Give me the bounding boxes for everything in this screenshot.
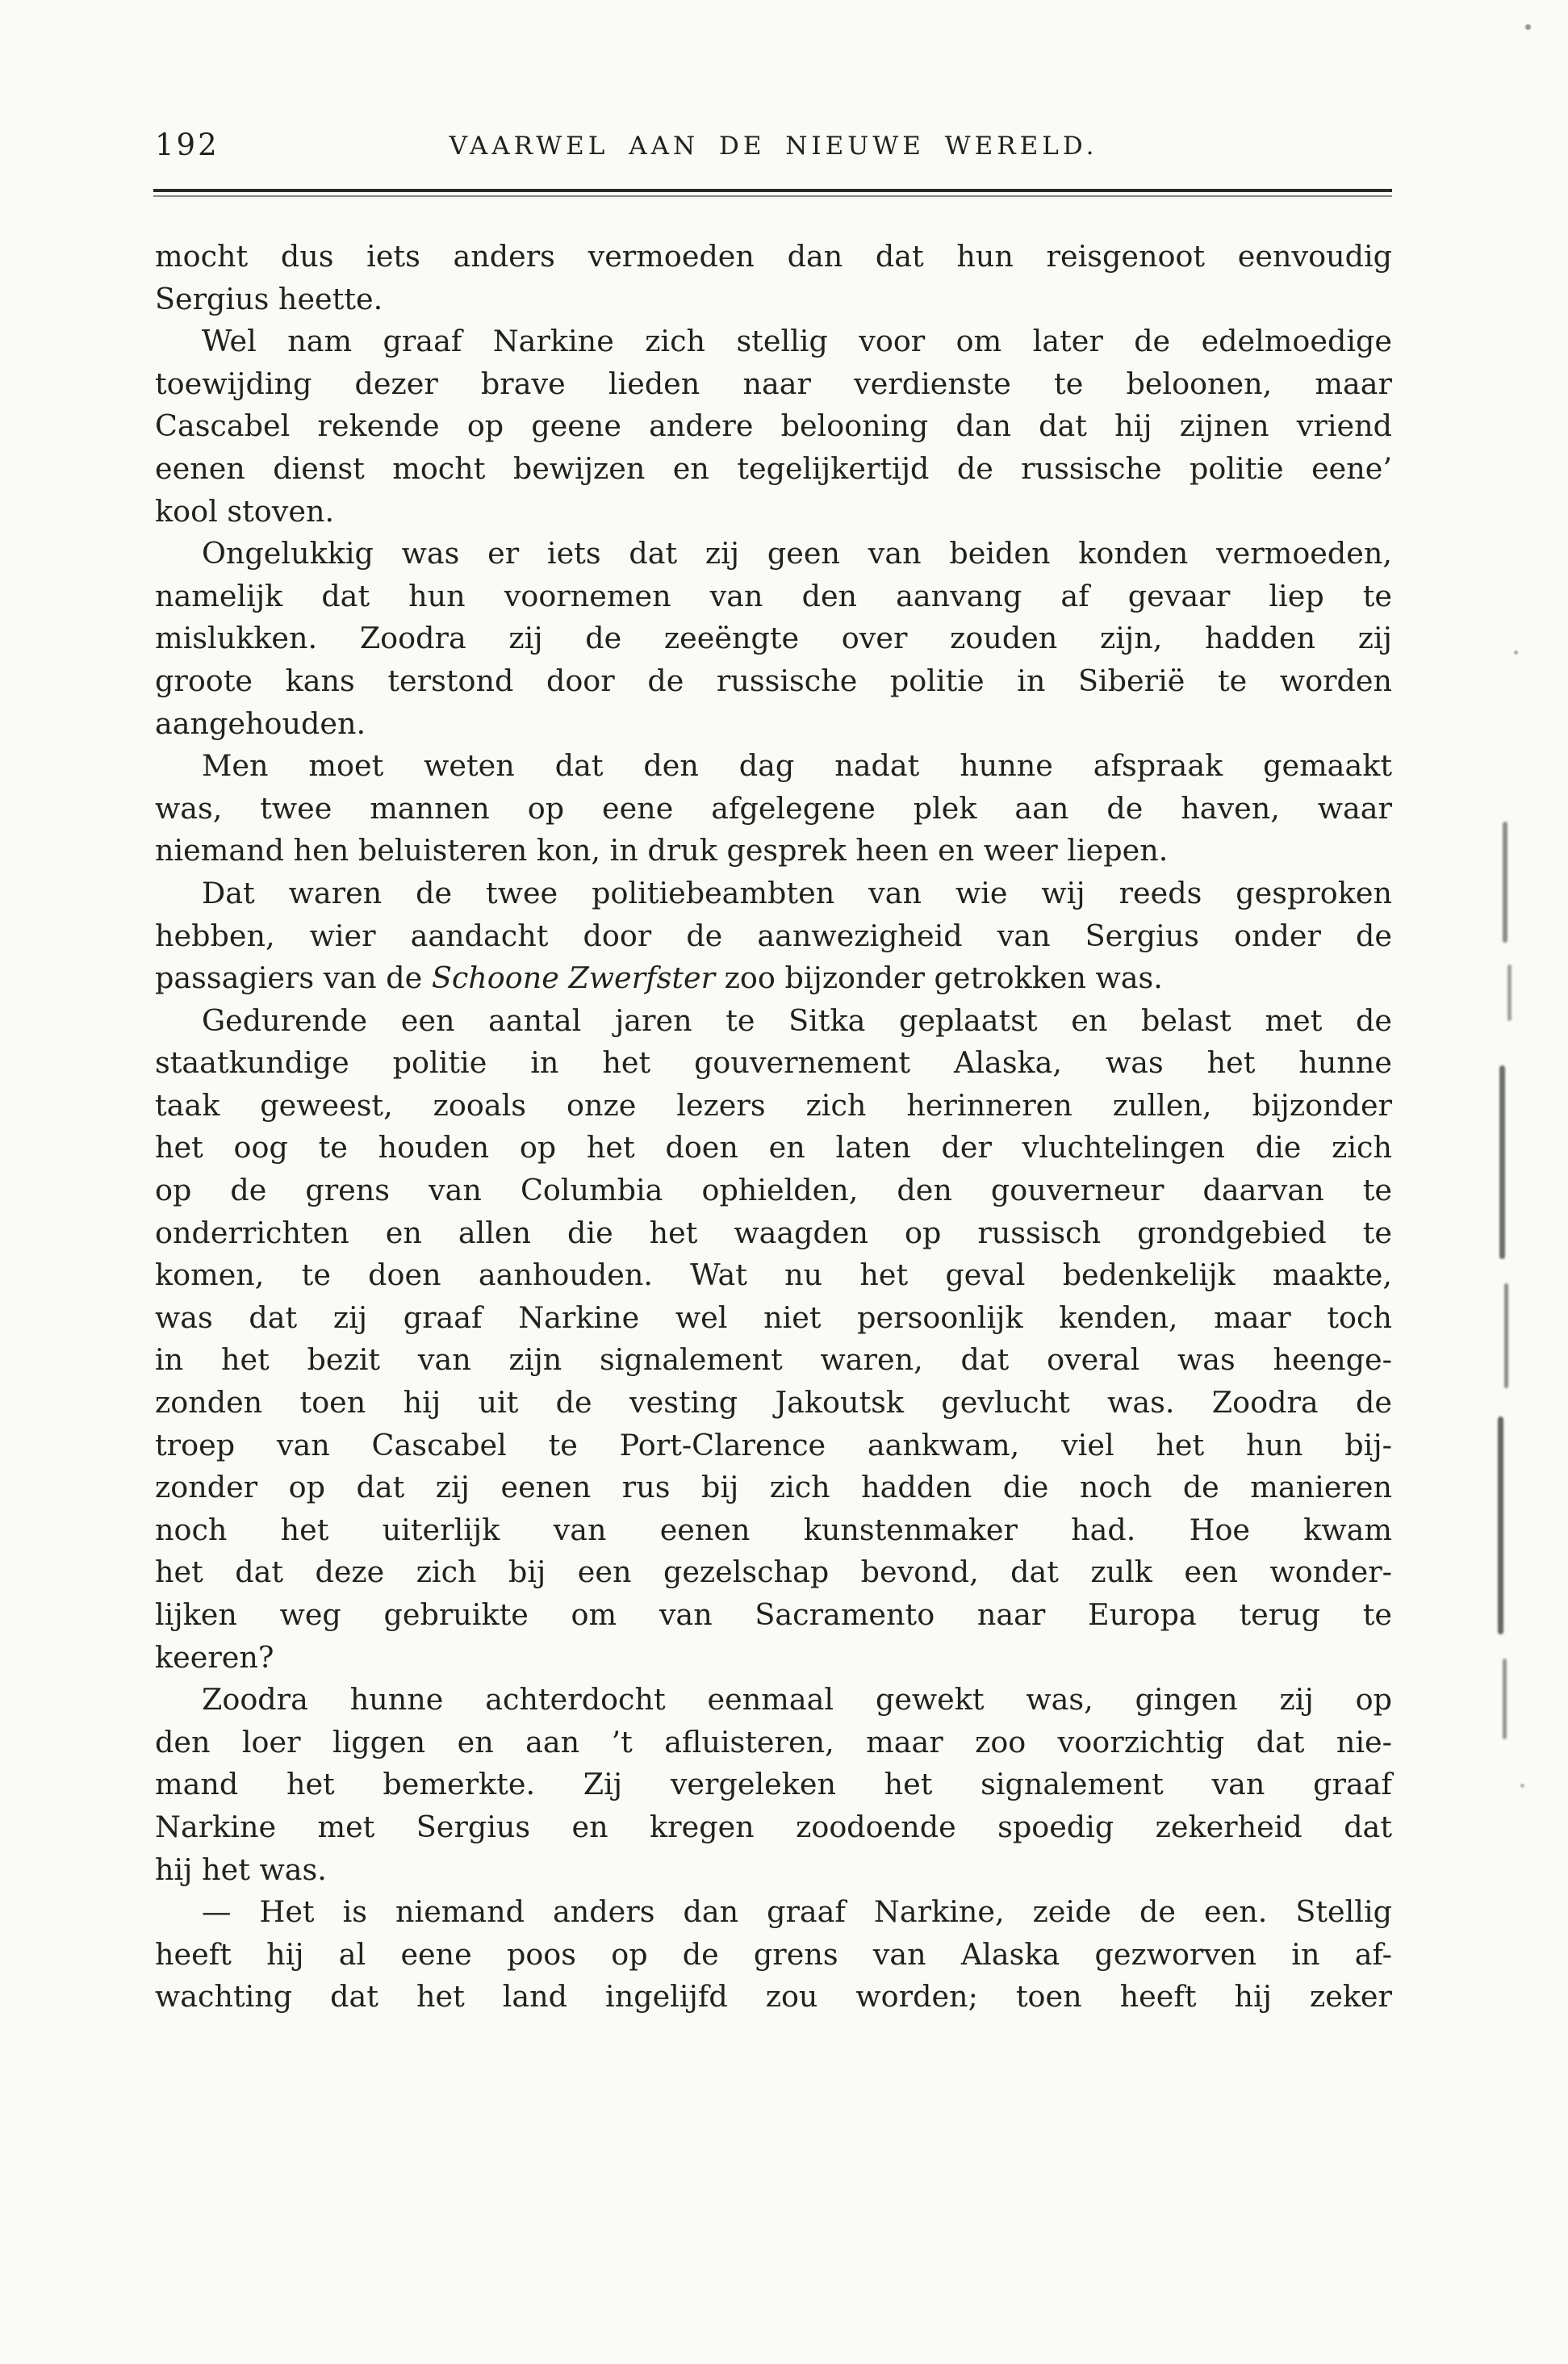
text-line: Men moet weten dat den dag nadat hunne afspraak gemaakt <box>202 748 1392 784</box>
paragraph <box>155 236 1392 320</box>
text-line: den loer liggen en aan ’t afluisteren, maar zoo voorzichtig dat nie- <box>155 1724 1392 1759</box>
text-line: namelijk dat hun voornemen van den aanvang af gevaar liep te <box>155 578 1392 613</box>
text-line: komen, te doen aanhouden. Wat nu het geval bedenkelijk maakte, <box>155 1257 1392 1293</box>
paragraph <box>155 533 1392 745</box>
paragraph <box>155 1679 1392 1891</box>
text-line: Cascabel rekende op geene andere belooning dan dat hij zijnen vriend <box>155 408 1392 444</box>
running-header: VAARWEL AAN DE NIEUWE WERELD. <box>449 132 1098 161</box>
header-rule <box>153 189 1392 197</box>
page-number: 192 <box>155 128 220 162</box>
text-line: in het bezit van zijn signalement waren, dat overal was heenge- <box>155 1342 1392 1378</box>
text-line: heeft hij al eene poos op de grens van Alaska gezworven in af- <box>155 1936 1392 1972</box>
scan-artifact <box>1503 1659 1507 1739</box>
text-line: kool stoven. <box>155 493 335 529</box>
scan-speck <box>1514 651 1518 655</box>
text-line: mand het bemerkte. Zij vergeleken het signalement van graaf <box>155 1767 1392 1802</box>
text-line: het dat deze zich bij een gezelschap bevond, dat zulk een wonder- <box>155 1554 1392 1590</box>
text-line: eenen dienst mocht bewijzen en tegelijkertijd de russische politie eene’ <box>155 450 1392 486</box>
paragraph <box>155 872 1392 1000</box>
paragraph <box>155 320 1392 533</box>
text-line: wachting dat het land ingelijfd zou worden; toen heeft hij zeker <box>155 1979 1392 2015</box>
text-line: toewijding dezer brave lieden naar verdienste te beloonen, maar <box>155 366 1392 401</box>
text-line: Dat waren de twee politiebeambten van wie wij reeds gesproken <box>202 875 1392 910</box>
scan-speck <box>1520 1784 1524 1788</box>
text-line: groote kans terstond door de russische politie in Siberië te worden <box>155 663 1392 698</box>
text-line: onderrichten en allen die het waagden op russisch grondgebied te <box>155 1215 1392 1250</box>
scan-artifact <box>1498 1416 1503 1634</box>
scan-artifact <box>1499 1065 1505 1259</box>
text-line: was dat zij graaf Narkine wel niet persoonlijk kenden, maar toch <box>155 1299 1392 1335</box>
text-line: staatkundige politie in het gouvernement Alaska, was het hunne <box>155 1045 1392 1081</box>
text-line: passagiers van de Schoone Zwerfster zoo bijzonder getrokken was. <box>155 960 1163 996</box>
scan-speck <box>1525 24 1531 30</box>
text-line: hebben, wier aandacht door de aanwezigheid van Sergius onder de <box>155 918 1392 953</box>
scan-artifact <box>1504 1283 1508 1388</box>
text-line: lijken weg gebruikte om van Sacramento naar Europa terug te <box>155 1597 1392 1632</box>
text-line: zonden toen hij uit de vesting Jakoutsk gevlucht was. Zoodra de <box>155 1385 1392 1420</box>
text-line: Narkine met Sergius en kregen zoodoende spoedig zekerheid dat <box>155 1809 1392 1844</box>
text-line: het oog te houden op het doen en laten der vluchtelingen die zich <box>155 1130 1392 1165</box>
paragraph <box>155 745 1392 872</box>
text-line: op de grens van Columbia ophielden, den gouverneur daarvan te <box>155 1173 1392 1208</box>
text-line: taak geweest, zooals onze lezers zich herinneren zullen, bijzonder <box>155 1087 1392 1123</box>
scan-artifact <box>1507 964 1512 1021</box>
text-line: aangehouden. <box>155 705 366 741</box>
header-rule-thin <box>153 195 1392 197</box>
text-line: Zoodra hunne achterdocht eenmaal gewekt was, gingen zij op <box>202 1682 1392 1718</box>
text-line: zonder op dat zij eenen rus bij zich hadden die noch de manieren <box>155 1470 1392 1505</box>
paragraph <box>155 1000 1392 1680</box>
text-line: noch het uiterlijk van eenen kunstenmaker had. Hoe kwam <box>155 1512 1392 1547</box>
scan-artifact <box>1503 822 1507 943</box>
text-line: mislukken. Zoodra zij de zeeëngte over zouden zijn, hadden zij <box>155 621 1392 656</box>
text-line: troep van Cascabel te Port-Clarence aankwam, viel het hun bij- <box>155 1427 1392 1462</box>
text-line: — Het is niemand anders dan graaf Narkine, zeide de een. Stellig <box>202 1894 1392 1930</box>
text-block <box>155 236 1392 2019</box>
text-line: hij het was. <box>155 1851 327 1887</box>
text-line: Gedurende een aantal jaren te Sitka geplaatst en belast met de <box>202 1002 1392 1038</box>
text-line: Ongelukkig was er iets dat zij geen van beiden konden vermoeden, <box>202 536 1392 571</box>
header-rule-thick <box>153 189 1392 192</box>
text-line: keeren? <box>155 1639 274 1675</box>
text-line: Wel nam graaf Narkine zich stellig voor om later de edelmoedige <box>202 324 1392 359</box>
text-line: niemand hen beluisteren kon, in druk gesprek heen en weer liepen. <box>155 833 1169 868</box>
text-line: Sergius heette. <box>155 281 383 316</box>
text-line: was, twee mannen op eene afgelegene plek aan de haven, waar <box>155 790 1392 826</box>
text-line: mocht dus iets anders vermoeden dan dat hun reisgenoot eenvoudig <box>155 239 1392 274</box>
paragraph <box>155 1891 1392 2019</box>
